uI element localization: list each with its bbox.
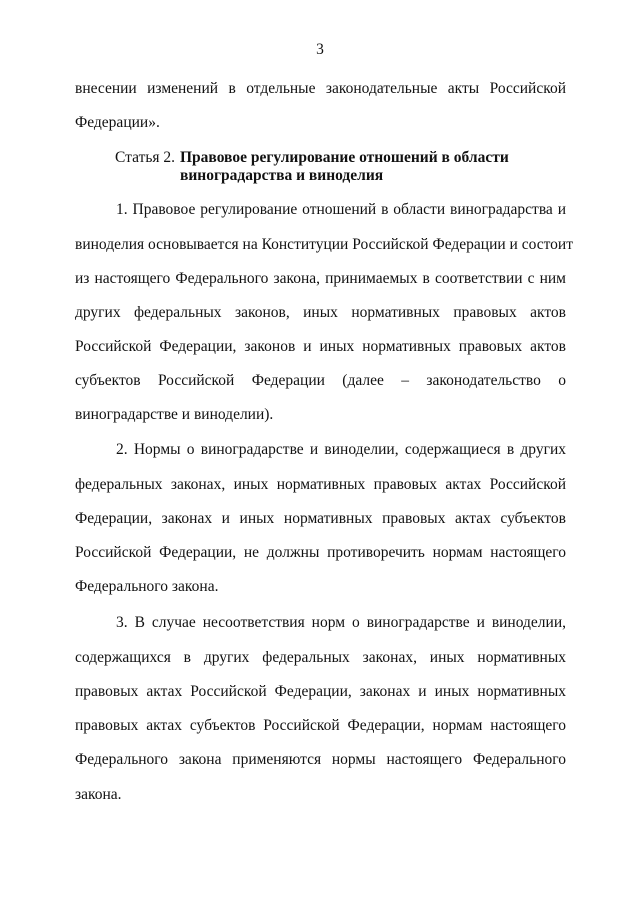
- page-number: 3: [316, 41, 324, 58]
- paragraph-1-line-6: субъектов Российской Федерации (далее – законодательство о: [75, 372, 566, 389]
- paragraph-1-line-3: из настоящего Федерального закона, принимаемых в соответствии с ним: [75, 270, 566, 287]
- paragraph-3-line-5: Федерального закона применяются нормы настоящего Федерального: [75, 751, 566, 768]
- paragraph-2-line-1: 2. Нормы о виноградарстве и виноделии, содержащиеся в других: [116, 441, 566, 458]
- article-title-line-1: Правовое регулирование отношений в области: [180, 149, 509, 166]
- paragraph-1-line-2: виноделия основывается на Конституции Российской Федерации и состоит: [75, 236, 574, 253]
- paragraph-1-line-4: других федеральных законов, иных нормативных правовых актов: [75, 304, 566, 321]
- article-label: Статья 2.: [115, 149, 176, 166]
- paragraph-3-line-2: содержащихся в других федеральных законах, иных нормативных: [75, 649, 566, 666]
- paragraph-3-line-3: правовых актах Российской Федерации, законах и иных нормативных: [75, 683, 566, 700]
- paragraph-1-line-5: Российской Федерации, законов и иных нормативных правовых актов: [75, 338, 566, 355]
- paragraph-1-line-1: 1. Правовое регулирование отношений в области виноградарства и: [116, 201, 566, 218]
- paragraph-3-line-6: закона.: [75, 786, 122, 803]
- paragraph-2-line-5: Федерального закона.: [75, 578, 219, 595]
- paragraph-2-line-2: федеральных законах, иных нормативных правовых актах Российской: [75, 476, 566, 493]
- paragraph-2-line-3: Федерации, законах и иных нормативных правовых актах субъектов: [75, 510, 566, 527]
- paragraph-2-line-4: Российской Федерации, не должны противоречить нормам настоящего: [75, 544, 566, 561]
- paragraph-3-line-4: правовых актах субъектов Российской Федерации, нормам настоящего: [75, 717, 566, 734]
- intro-line-2: Федерации».: [75, 114, 160, 131]
- paragraph-1-line-7: виноградарстве и виноделии).: [75, 406, 274, 423]
- intro-line-1: внесении изменений в отдельные законодательные акты Российской: [75, 80, 566, 97]
- article-title-line-2: виноградарства и виноделия: [180, 167, 384, 184]
- paragraph-3-line-1: 3. В случае несоответствия норм о виноградарстве и виноделии,: [116, 614, 566, 631]
